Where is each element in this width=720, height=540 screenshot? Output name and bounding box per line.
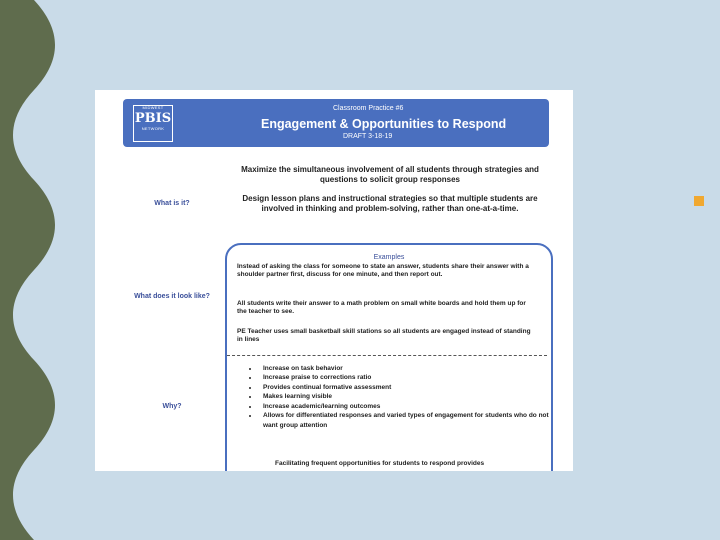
examples-heading: Examples [373,254,405,261]
header-banner [123,99,549,147]
what-does-it-look-like-label: What does it look like? [134,293,210,300]
reason-item: • Increase praise to corrections ratio [259,373,549,382]
section-divider [227,355,547,356]
wavy-border-decoration [0,0,60,540]
logo-bottom-text: NETWORK [141,126,165,131]
example-item: PE Teacher uses small basketball skill stations so all students are engaged instead of standing in lines [237,328,531,344]
reason-item: • Makes learning visible [259,392,549,401]
page-title: Engagement & Opportunities to Respond [261,117,507,131]
example-item: All students write their answer to a math problem on small white boards and hold them up for the teacher to see. [237,300,526,316]
bottom-text: Facilitating frequent opportunities for students to respond provides [275,460,485,467]
example-item: Instead of asking the class for someone to state an answer, students share their answer with a shoulder partner first, discuss for one minute, and then report out. [237,263,529,279]
reason-item: • Increase on task behavior [259,364,549,373]
document-page [95,90,573,471]
why-label: Why? [162,403,182,410]
accent-square [694,196,704,206]
description-text: Design lesson plans and instructional strategies so that multiple students are involved in thinking and problem-solving, rather than one-at-a-time. [242,194,538,214]
reason-item: • Allows for differentiated responses and varied types of engagement for students who do not want group attention [259,411,549,430]
reason-item: • Increase academic/learning outcomes [259,402,549,411]
summary-text: Maximize the simultaneous involvement of all students through strategies and questions to solicit group responses [241,165,539,185]
pbis-logo [133,105,173,142]
reason-item: • Provides continual formative assessment [259,383,549,392]
practice-number: Classroom Practice #6 [333,105,404,112]
logo-main-text: PBIS [134,111,172,126]
what-is-it-label: What is it? [154,200,190,207]
reasons-list [241,364,549,430]
draft-date: DRAFT 3-18-19 [343,133,393,140]
logo-top-text: MIDWEST [142,105,164,110]
